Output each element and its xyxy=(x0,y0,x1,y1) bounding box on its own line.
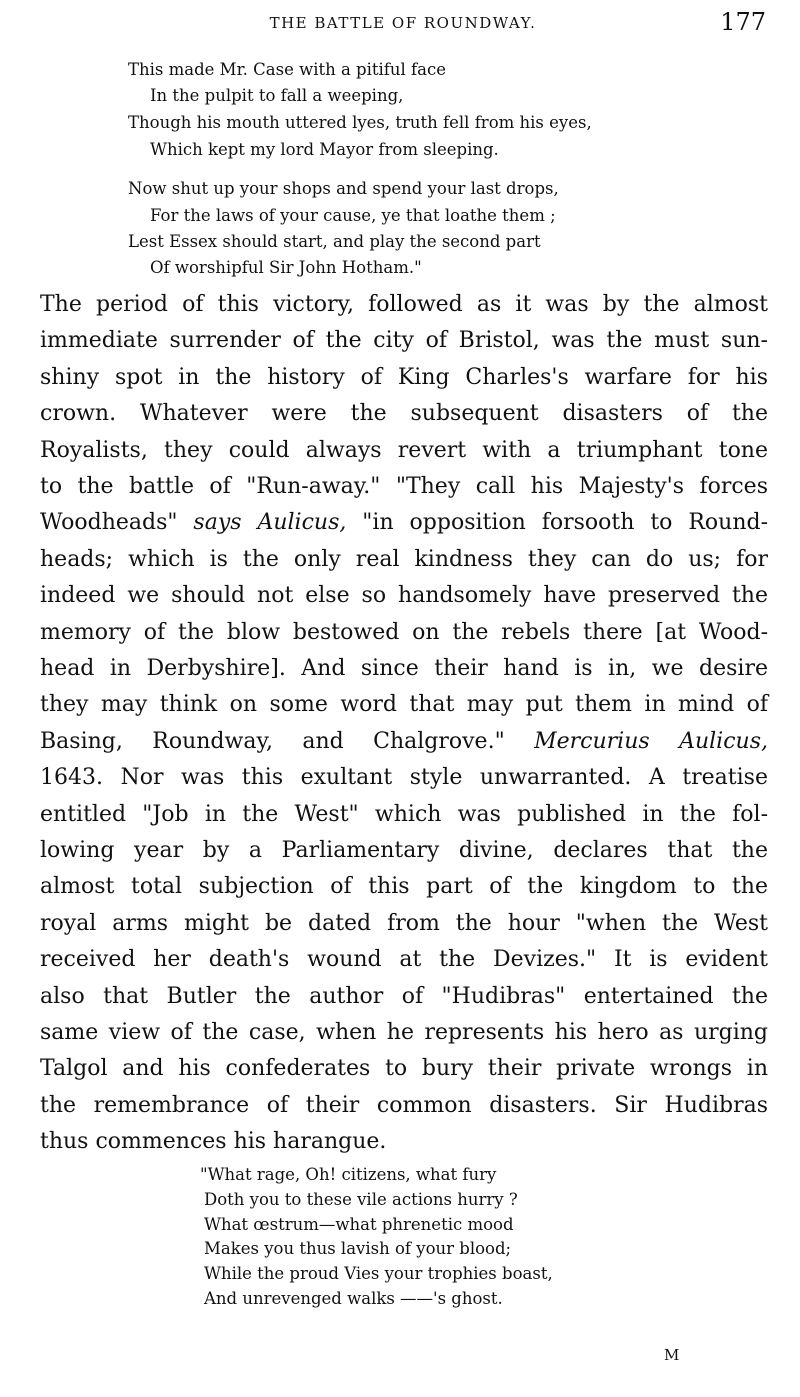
prose-line: almost total subjection of this part of the kingdom to the xyxy=(40,874,768,900)
prose-line: heads; which is the only real kindness they can do us; for xyxy=(40,546,768,572)
prose-line xyxy=(40,728,768,754)
signature-mark: M xyxy=(664,1346,680,1364)
verse-line: Of worshipful Sir John Hotham." xyxy=(150,258,422,277)
verse-line: Lest Essex should start, and play the second part xyxy=(128,232,541,251)
prose-line: they may think on some word that may put them in mind of xyxy=(40,692,768,718)
prose-line: entitled "Job in the West" which was published in the fol- xyxy=(40,801,768,827)
prose-line: the remembrance of their common disasters. Sir Hudibras xyxy=(40,1092,768,1118)
verse-line: Now shut up your shops and spend your last drops, xyxy=(128,179,559,198)
prose-line: The period of this victory, followed as it was by the almost xyxy=(40,292,768,317)
page-header xyxy=(40,8,766,40)
prose-line: shiny spot in the history of King Charles's warfare for his xyxy=(40,364,768,390)
prose-line: lowing year by a Parliamentary divine, declares that the xyxy=(40,838,768,863)
prose-text: "in opposition forsooth to Round- xyxy=(362,510,768,536)
prose-line: same view of the case, when he represents his hero as urging xyxy=(40,1020,768,1045)
verse-line: This made Mr. Case with a pitiful face xyxy=(128,60,447,79)
prose-line: immediate surrender of the city of Bristol, was the must sun- xyxy=(40,328,768,354)
prose-line: 1643. Nor was this exultant style unwarranted. A treatise xyxy=(40,765,768,791)
prose-line: received her death's wound at the Devizes." It is evident xyxy=(40,947,768,973)
prose-text: Woodheads" xyxy=(40,510,178,536)
prose-line: also that Butler the author of "Hudibras" entertained the xyxy=(40,983,768,1009)
verse-line: Which kept my lord Mayor from sleeping. xyxy=(150,140,499,159)
prose-line: indeed we should not else so handsomely have preserved the xyxy=(40,583,768,609)
prose-line xyxy=(40,512,768,534)
running-title: THE BATTLE OF ROUNDWAY. xyxy=(269,14,537,32)
page-number: 177 xyxy=(720,8,766,36)
verse-line: While the proud Vies your trophies boast, xyxy=(204,1264,553,1284)
prose-line: thus commences his harangue. xyxy=(40,1129,387,1155)
prose-line: to the battle of "Run-away." "They call his Majesty's forces xyxy=(40,474,768,499)
italic-citation: Mercurius Aulicus, xyxy=(534,728,768,754)
verse-line: Makes you thus lavish of your blood; xyxy=(204,1239,512,1259)
verse-line: And unrevenged walks ——'s ghost. xyxy=(204,1289,503,1308)
verse-line: What œstrum—what phrenetic mood xyxy=(204,1214,514,1234)
prose-line: head in Derbyshire]. And since their hand is in, we desire xyxy=(40,656,768,681)
verse-line: "What rage, Oh! citizens, what fury xyxy=(200,1165,497,1184)
prose-line: memory of the blow bestowed on the rebels there [at Wood- xyxy=(40,619,768,645)
italic-citation: says Aulicus, xyxy=(193,510,347,536)
verse-line: For the laws of your cause, ye that loathe them ; xyxy=(150,206,556,225)
verse-line: In the pulpit to fall a weeping, xyxy=(150,86,404,105)
prose-line: royal arms might be dated from the hour "when the West xyxy=(40,910,768,936)
prose-line: Talgol and his confederates to bury their private wrongs in xyxy=(40,1056,768,1082)
prose-line: crown. Whatever were the subsequent disasters of the xyxy=(40,401,768,427)
verse-line: Though his mouth uttered lyes, truth fell from his eyes, xyxy=(128,113,592,132)
prose-line: Royalists, they could always revert with a triumphant tone xyxy=(40,437,768,463)
prose-text: Basing, Roundway, and Chalgrove." xyxy=(40,728,505,754)
verse-line: Doth you to these vile actions hurry ? xyxy=(204,1189,518,1209)
